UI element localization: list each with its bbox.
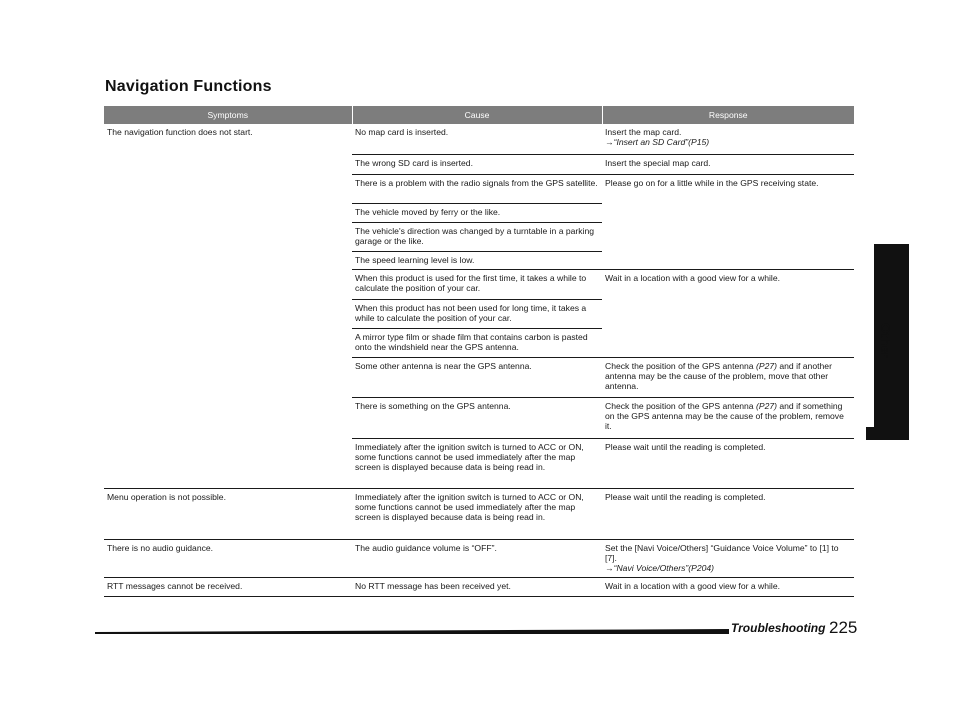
- cause-cell: No RTT message has been received yet.: [352, 577, 602, 596]
- response-text: Check the position of the GPS antenna: [605, 360, 756, 371]
- cause-cell: The wrong SD card is inserted.: [352, 154, 602, 174]
- response-text: and if something on the GPS antenna may be the cause of the problem, remove it.: [605, 400, 844, 431]
- header-cause: Cause: [352, 106, 602, 124]
- section-heading: Navigation Functions: [105, 78, 272, 95]
- page-reference: →“Insert an SD Card”(P15): [605, 137, 710, 147]
- page-reference: (P27): [755, 360, 777, 371]
- page-reference: →“Navi Voice/Others”(P204): [605, 562, 715, 573]
- response-cell: Wait in a location with a good view for a while.: [602, 577, 854, 596]
- cause-cell: Immediately after the ignition switch is turned to ACC or ON, some functions cannot be used immediately after the map screen is displayed because data is being read in.: [352, 488, 602, 539]
- header-response: Response: [602, 106, 854, 124]
- page-number: 225: [829, 618, 858, 637]
- side-tab: [870, 300, 900, 380]
- table-row: [104, 488, 854, 539]
- response-cell: Please wait until the reading is completed.: [602, 488, 854, 539]
- cause-cell: There is a problem with the radio signals from the GPS satellite.: [352, 174, 602, 203]
- cause-cell: Some other antenna is near the GPS antenna.: [352, 357, 602, 397]
- cause-cell: The audio guidance volume is “OFF”.: [352, 539, 602, 577]
- response-cell: Please go on for a little while in the GPS receiving state.: [602, 174, 854, 269]
- response-cell: [602, 397, 854, 438]
- table-row: [104, 577, 854, 596]
- symptom-cell: There is no audio guidance.: [104, 539, 352, 577]
- response-cell: [602, 124, 854, 154]
- cause-cell: When this product is used for the first time, it takes a while to calculate the position of your car.: [352, 269, 602, 299]
- response-cell: [602, 357, 854, 397]
- cause-cell: The vehicle moved by ferry or the like.: [352, 203, 602, 222]
- cause-cell: The speed learning level is low.: [352, 251, 602, 269]
- response-text: Check the position of the GPS antenna: [605, 400, 756, 411]
- cause-cell: No map card is inserted.: [352, 124, 602, 154]
- side-tab-label: Other: [877, 322, 893, 358]
- cause-cell: The vehicle's direction was changed by a turntable in a parking garage or the like.: [352, 222, 602, 251]
- response-cell: Insert the special map card.: [602, 154, 854, 174]
- cause-cell: A mirror type film or shade film that contains carbon is pasted onto the windshield near the GPS antenna.: [352, 328, 602, 357]
- cause-cell: There is something on the GPS antenna.: [352, 397, 602, 438]
- symptom-cell: The navigation function does not start.: [104, 124, 352, 488]
- response-cell: Please wait until the reading is completed.: [602, 438, 854, 488]
- symptom-cell: RTT messages cannot be received.: [104, 577, 352, 596]
- footer-rule: [95, 629, 729, 634]
- page-reference: (P27): [755, 400, 777, 411]
- table-header-row: [104, 106, 854, 124]
- response-cell: Wait in a location with a good view for a while.: [602, 269, 854, 357]
- header-symptoms: Symptoms: [104, 106, 352, 124]
- cause-cell: When this product has not been used for long time, it takes a while to calculate the position of your car.: [352, 299, 602, 328]
- troubleshooting-table: [104, 106, 854, 597]
- response-text: Insert the map card.: [605, 127, 682, 137]
- symptom-cell: Menu operation is not possible.: [104, 488, 352, 539]
- response-text: Set the [Navi Voice/Others] “Guidance Voice Volume” to [1] to [7].: [605, 542, 839, 563]
- response-text: and if another antenna may be the cause of the problem, move that other antenna.: [605, 360, 832, 391]
- footer-section-title: Troubleshooting: [731, 621, 826, 635]
- cause-cell: Immediately after the ignition switch is turned to ACC or ON, some functions cannot be used immediately after the map screen is displayed because data is being read in.: [352, 438, 602, 488]
- table-row: [104, 124, 854, 154]
- response-cell: [602, 539, 854, 577]
- table-row: [104, 539, 854, 577]
